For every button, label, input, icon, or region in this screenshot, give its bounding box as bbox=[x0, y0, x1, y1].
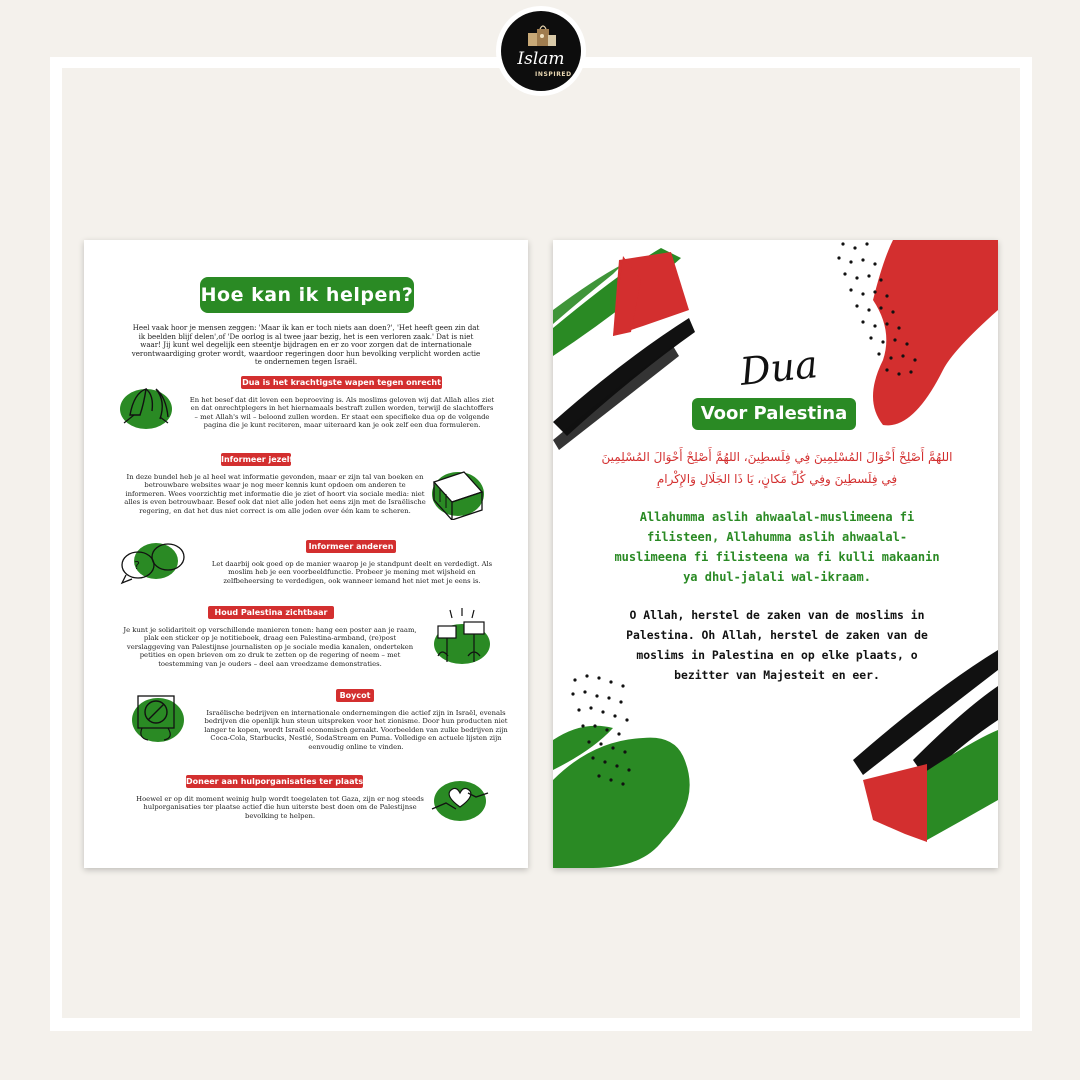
section-heading-boycot: Boycot bbox=[336, 689, 374, 702]
dua-title: Voor Palestina bbox=[692, 398, 856, 430]
transliteration: Allahumma aslih ahwaalal-muslimeena fi filisteen, Allahumma aslih ahwaalal-muslimeena fi filisteena wa fi kulli makaanin ya dhul-jalali wal-ikraam. bbox=[614, 510, 940, 584]
section-heading-doneer: Doneer aan hulporganisaties ter plaatse bbox=[186, 777, 369, 786]
section-text-houd-palestina-zichtbaar: Je kunt je solidariteit op verschillende manieren tonen: hang een poster aan je raam, plak een sticker op je notitieboek, draag een Palestina-armband, (re)post verslaggeving van Palestijnse journalisten op je sociale media kanalen, onderteken petities en open brieven om zo druk te zetten op de regering of neem – met toestemming van je ouders – deel aan vreedzame demonstraties. bbox=[123, 626, 417, 668]
arabic-dua: اللهُمَّ أَصْلِحْ أَحْوَالَ المُسْلِمِينَ فِي فِلَسطِينَ، اللهُمَّ أَصْلِحْ أَحْوَالَ المُسْلِمِينَ فِي فِلَسطِينَ وفِي كُلِّ مَكانٍ، يَا ذَا الجَلَالِ وَالإِكْرامِ bbox=[601, 450, 953, 486]
brand-logo bbox=[496, 6, 586, 96]
page-dua-voor-palestina bbox=[553, 240, 998, 868]
section-text-doneer: Hoewel er op dit moment weinig hulp wordt toegelaten tot Gaza, zijn er nog steeds hulporganisaties ter plaatse actief die hun uiterste best doen om de Palestijnse bevolking te helpen. bbox=[136, 795, 424, 820]
section-heading-dua: Dua is het krachtigste wapen tegen onrecht bbox=[242, 378, 441, 387]
boycott-sign-icon bbox=[128, 686, 192, 748]
translation: O Allah, herstel de zaken van de moslims in Palestina. Oh Allah, herstel de zaken van de moslims in Palestina en op elke plaats, o bezitter van Majesteit en eer. bbox=[626, 608, 928, 682]
page-hoe-kan-ik-helpen bbox=[84, 240, 528, 868]
section-text-informeer-jezelf: In deze bundel heb je al heel wat informatie gevonden, maar er zijn tal van boeken en betrouwbare websites waar je nog meer kennis kunt opdoen om anderen te informeren. Wees voorzichtig met informatie die je ziet of hoort via sociale media: niet alles is even betrouwbaar. Besef ook dat niet alle joden het eens zijn met de Israëlische regering, en dat het dus niet correct is om alle joden over één kam te scheren. bbox=[124, 473, 426, 515]
section-text-informeer-anderen: Let daarbij ook goed op de manier waarop je je standpunt deelt en verdedigt. Als moslim heb je een voorbeeldfunctie. Probeer je mening met wijsheid en zelfbeheersing te verdedigen, ook wanneer iemand het niet met je eens is. bbox=[211, 560, 493, 585]
logo-subtitle: INSPIRED bbox=[535, 71, 572, 78]
logo-script-text: Islam bbox=[517, 49, 565, 69]
speech-bubbles-icon bbox=[118, 537, 190, 587]
section-heading-houd-palestina-zichtbaar: Houd Palestina zichtbaar bbox=[208, 606, 334, 619]
intro-paragraph: Heel vaak hoor je mensen zeggen: 'Maar ik kan er toch niets aan doen?', 'Het heeft geen zin dat ik beelden blijf delen',of 'De oorlog is al twee jaar bezig, het is een verloren zaak.' Dat is niet waar! Jij kunt wel degelijk een steentje bijdragen en er zo voor zorgen dat de internationale verontwaardiging groter wordt, waardoor regeringen door hun bevolking verplicht worden actie te ondernemen tegen Israël. bbox=[131, 323, 481, 367]
page-title: Hoe kan ik helpen? bbox=[200, 277, 414, 313]
shopping-bags-icon bbox=[501, 11, 581, 51]
section-text-dua: En het besef dat dit leven een beproeving is. Als moslims geloven wij dat Allah alles ziet en dat onrechtplegers in het hiernamaals bestraft zullen worden, terwijl de slachtoffers – met Allah's wil – beloond zullen worden. Er staat een specifieke dua op de volgende pagina die je kunt reciteren, maar uiteraard kan je ook zelf een dua formuleren. bbox=[189, 396, 495, 430]
protest-signs-icon bbox=[428, 606, 498, 668]
donate-heart-icon bbox=[428, 773, 492, 825]
section-heading-informeer-anderen: Informeer anderen bbox=[306, 540, 396, 553]
svg-text:?: ? bbox=[134, 559, 140, 572]
section-heading-informeer-jezelf: Informeer jezelf bbox=[221, 455, 293, 464]
dua-script-title: Dua bbox=[737, 342, 820, 394]
logo-badge bbox=[501, 11, 581, 91]
books-icon bbox=[428, 464, 490, 520]
praying-hands-icon bbox=[116, 375, 178, 435]
section-text-boycot: Israëlische bedrijven en internationale ondernemingen die actief zijn in Israël, evenals bedrijven die openlijk hun steun uitspreken voor het zionisme. Door hun producten niet langer te kopen, wordt Israël economisch geraakt. Voorbeelden van zulke bedrijven zijn Coca-Cola, Starbucks, Nestlé, SodaStream en Puma. Volledige en actuele lijsten zijn eenvoudig online te vinden. bbox=[204, 709, 508, 751]
